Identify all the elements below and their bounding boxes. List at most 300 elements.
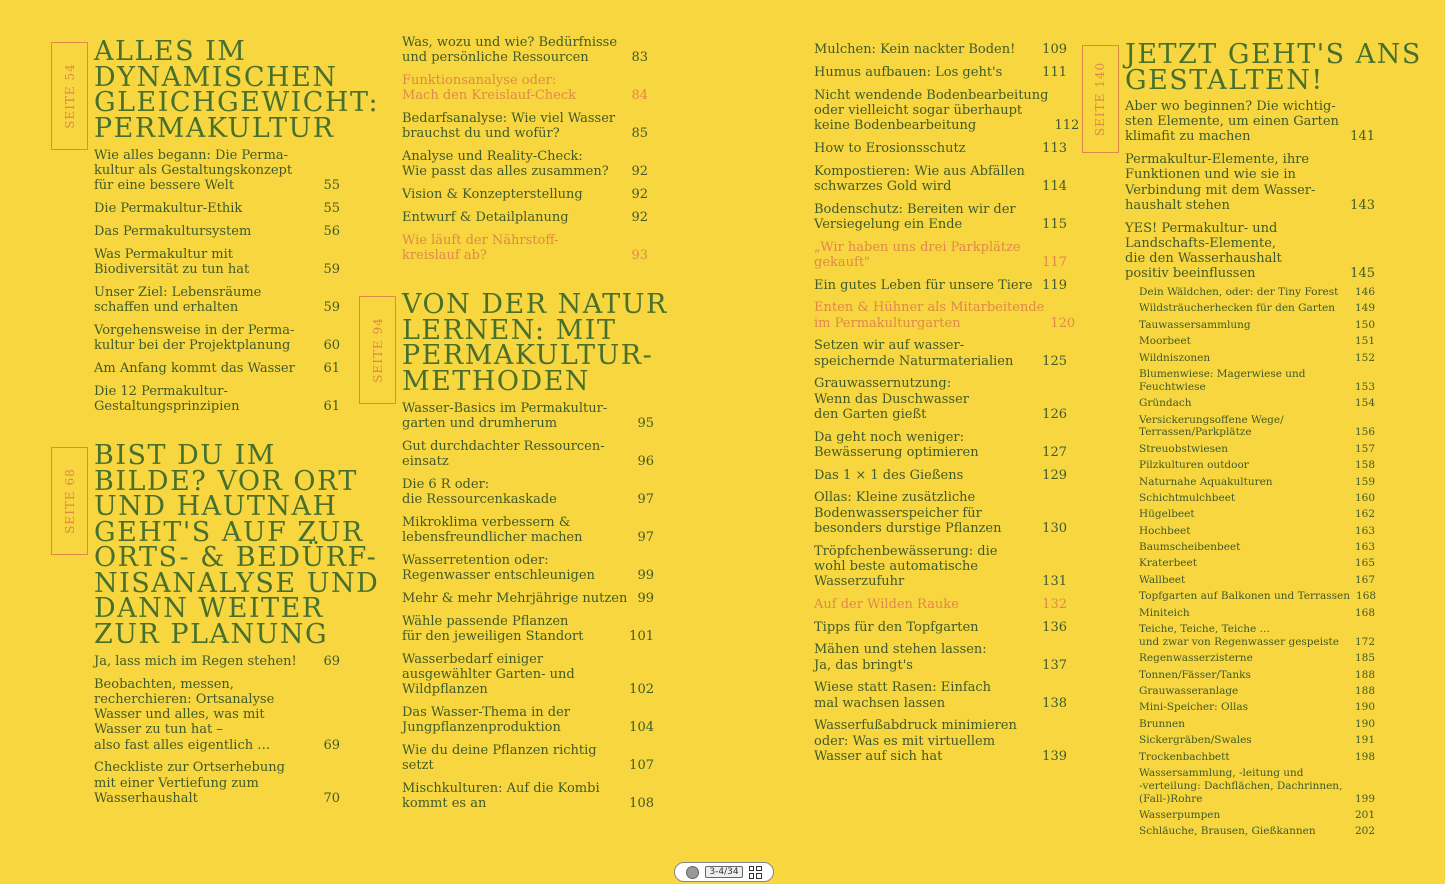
- toc-entry-line: Sickergräben/Swales: [1139, 734, 1252, 747]
- toc-entry-title: [94, 384, 239, 414]
- toc-entry[interactable]: [94, 760, 340, 806]
- toc-entry-line: Die 12 Permakultur-: [94, 383, 228, 399]
- toc-page-number: 185: [1354, 652, 1375, 665]
- toc-entry-line: Beobachten, messen,: [94, 676, 234, 692]
- toc-entry-line: Bodenwasserspeicher für: [814, 505, 982, 521]
- toc-page-number: 92: [631, 187, 648, 202]
- toc-subentry[interactable]: [1139, 767, 1375, 805]
- toc-entry-title: [814, 202, 1016, 232]
- toc-entry-title: [1139, 751, 1230, 764]
- toc-subentry[interactable]: [1139, 607, 1375, 620]
- toc-entry-line: Nicht wendende Bodenbearbeitung: [814, 87, 1049, 103]
- toc-entry[interactable]: [814, 642, 1067, 672]
- toc-page-number: 83: [631, 50, 648, 66]
- toc-entry-title: [1139, 525, 1191, 538]
- toc-page-number: 152: [1354, 351, 1375, 364]
- toc-entry-line: Analyse und Reality-Check:: [402, 149, 583, 164]
- toc-entry-line: sten Elemente, um einen Garten: [1125, 114, 1339, 130]
- toc-entry-title: [402, 35, 617, 65]
- toc-page-number: 202: [1354, 825, 1375, 838]
- toc-page-number: 156: [1354, 426, 1375, 439]
- toc-page-number: 201: [1354, 808, 1375, 821]
- page-counter: 3-4/34: [705, 866, 742, 878]
- toc-entry-title: [402, 781, 600, 811]
- toc-entry[interactable]: [94, 384, 340, 414]
- toc-page-number: 154: [1354, 397, 1375, 410]
- toc-entry[interactable]: [402, 111, 648, 141]
- heading-line: BIST DU IM: [94, 440, 276, 471]
- toc-entry-title: [1125, 99, 1339, 145]
- toc-page-number: 92: [631, 164, 648, 180]
- toc-page-number: 146: [1354, 286, 1375, 298]
- toc-subentry[interactable]: [1139, 302, 1375, 315]
- toc-entry-line: Da geht noch weniger:: [814, 429, 964, 445]
- toc-entry-line: Naturnahe Aquakulturen: [1139, 475, 1273, 488]
- toc-page-number: 127: [1042, 444, 1067, 460]
- toc-entry[interactable]: [814, 597, 1067, 612]
- toc-subentry[interactable]: [1139, 525, 1375, 538]
- toc-page-number: 56: [323, 224, 340, 239]
- toc-entry-line: Tonnen/Fässer/Tanks: [1139, 668, 1251, 681]
- toc-subentry[interactable]: [1139, 319, 1375, 332]
- toc-entry[interactable]: [814, 430, 1067, 460]
- toc-entry-title: [1139, 767, 1342, 805]
- toc-page-number: 149: [1354, 302, 1375, 315]
- toc-entry-line: Hügelbeet: [1139, 508, 1195, 521]
- toc-page-number: 168: [1354, 606, 1375, 619]
- toc-page-number: 114: [1042, 178, 1067, 194]
- toc-entry[interactable]: [94, 148, 340, 194]
- toc-entry-title: [1139, 368, 1306, 394]
- toc-entry-line: Ja, lass mich im Regen stehen!: [94, 654, 297, 669]
- toc-page-number: 93: [631, 247, 648, 263]
- toc-entry-title: [1139, 319, 1251, 332]
- toc-entry[interactable]: [94, 247, 340, 277]
- toc-page-number: 168: [1356, 590, 1377, 603]
- toc-entry-line: Wildsträucherhecken für den Garten: [1139, 302, 1336, 315]
- toc-entry-line: setzt: [402, 758, 434, 774]
- toc-entry[interactable]: [814, 65, 1067, 80]
- toc-entry-title: [814, 430, 979, 460]
- toc-entry-title: [814, 88, 1048, 134]
- toc-entry[interactable]: [402, 73, 648, 103]
- toc-entry[interactable]: [402, 149, 648, 179]
- audio-icon[interactable]: [686, 866, 699, 879]
- toc-page-number: 145: [1350, 266, 1375, 282]
- heading-line: UND HAUTNAH: [94, 491, 338, 522]
- toc-entry-title: [814, 680, 991, 710]
- toc-entry-line: schwarzes Gold wird: [814, 178, 952, 194]
- toc-list-section-140: [1125, 99, 1375, 289]
- toc-entry-title: [402, 111, 615, 141]
- toc-entry-line: Tröpfchenbewässerung: die: [814, 543, 998, 559]
- toc-subentry[interactable]: [1139, 751, 1375, 764]
- toc-entry-line: Wasser auf sich hat: [814, 748, 943, 764]
- toc-subentry[interactable]: [1139, 574, 1375, 587]
- toc-entry-title: [1139, 652, 1253, 665]
- toc-entry-line: Bewässerung optimieren: [814, 444, 979, 460]
- toc-list-section-94: [402, 401, 654, 819]
- toc-entry-title: [1139, 607, 1190, 620]
- toc-entry-line: Brunnen: [1139, 717, 1185, 730]
- toc-subentry[interactable]: [1139, 623, 1375, 649]
- toc-page-number: 191: [1354, 734, 1375, 747]
- toc-entry-line: Wasserzufuhr: [814, 574, 905, 589]
- toc-subentry[interactable]: [1139, 669, 1375, 682]
- toc-entry-title: [94, 224, 251, 239]
- toc-entry-line: keine Bodenbearbeitung: [814, 118, 977, 133]
- toc-entry-line: Wasser-Basics im Permakultur-: [402, 401, 608, 416]
- toc-entry[interactable]: [402, 187, 648, 202]
- toc-entry-title: [94, 654, 297, 669]
- toc-entry-line: Wie passt das alles zusammen?: [402, 164, 609, 180]
- toc-page-number: 162: [1354, 508, 1375, 521]
- toc-entry[interactable]: [1125, 99, 1375, 145]
- toc-list-column-3: [814, 42, 1080, 772]
- toc-subentry[interactable]: [1139, 557, 1375, 570]
- heading-line: DANN WEITER: [94, 593, 324, 624]
- toc-page-number: 150: [1354, 318, 1375, 331]
- toc-entry-line: oder: Was es mit virtuellem: [814, 733, 996, 749]
- toc-entry-line: Wie alles begann: Die Perma-: [94, 148, 288, 163]
- toc-subentry[interactable]: [1139, 443, 1375, 456]
- toc-entry-title: [94, 148, 292, 194]
- toc-entry-title: [814, 300, 1044, 330]
- toc-entry-line: Wasserpumpen: [1139, 808, 1221, 821]
- toc-entry[interactable]: [94, 323, 340, 353]
- toc-page-number: 131: [1042, 574, 1067, 589]
- toc-entry-title: [402, 187, 583, 202]
- toc-entry-line: Was Permakultur mit: [94, 246, 233, 262]
- toc-entry-line: „Wir haben uns drei Parkplätze: [814, 239, 1021, 255]
- toc-entry[interactable]: [402, 743, 654, 773]
- toc-page-number: 117: [1042, 254, 1067, 270]
- toc-entry-line: Setzen wir auf wasser-: [814, 338, 965, 354]
- toc-page-number: 104: [629, 720, 654, 736]
- toc-subentry[interactable]: [1139, 286, 1375, 299]
- toc-entry-title: [1139, 701, 1248, 714]
- toc-entry-line: für den jeweiligen Standort: [402, 629, 584, 644]
- heading-line: ALLES IM: [94, 36, 247, 67]
- toc-entry[interactable]: [94, 654, 340, 669]
- toc-entry-line: Versickerungsoffene Wege/: [1139, 413, 1284, 426]
- toc-entry[interactable]: [402, 439, 654, 469]
- toc-entry-title: [1139, 734, 1252, 747]
- toc-subentry[interactable]: [1139, 809, 1375, 822]
- toc-entry-line: Enten & Hühner als Mitarbeitende: [814, 300, 1045, 316]
- toc-entry[interactable]: [814, 338, 1067, 368]
- toc-subentry[interactable]: [1139, 335, 1375, 348]
- toc-page-number: 61: [323, 360, 340, 376]
- toc-entry[interactable]: [814, 87, 1080, 134]
- toc-entry-line: kreislauf ab?: [402, 247, 487, 263]
- toc-entry[interactable]: [94, 677, 340, 753]
- toc-entry[interactable]: [402, 515, 654, 545]
- toc-entry-line: Wassersammlung, -leitung und: [1139, 766, 1304, 779]
- heading-line: PERMAKULTUR-: [402, 340, 654, 371]
- toc-entry-title: [1139, 508, 1195, 521]
- toc-subentry[interactable]: [1139, 414, 1375, 440]
- toc-entry-line: Jungpflanzenproduktion: [402, 720, 561, 736]
- toc-entry[interactable]: [402, 35, 648, 65]
- toc-entry-line: klimafit zu machen: [1125, 129, 1251, 145]
- toc-entry[interactable]: [814, 468, 1067, 483]
- toc-page-number: 132: [1042, 596, 1067, 612]
- toc-entry-line: haushalt stehen: [1125, 197, 1230, 213]
- toc-entry-line: Wie läuft der Nährstoff-: [402, 232, 559, 248]
- toc-entry-title: [814, 164, 1025, 194]
- toc-entry[interactable]: [814, 718, 1067, 764]
- toc-entry-line: Grauwasseranlage: [1139, 684, 1239, 697]
- toc-entry-line: Funktionsanalyse oder:: [402, 73, 557, 88]
- toc-page-number: 59: [323, 300, 340, 315]
- toc-entry-line: Gut durchdachter Ressourcen-: [402, 439, 605, 454]
- toc-entry-line: Vorgehensweise in der Perma-: [94, 322, 295, 338]
- toc-entry[interactable]: [814, 164, 1067, 194]
- toc-subentry[interactable]: [1139, 541, 1375, 554]
- toc-entry-line: Funktionen und wie sie in: [1125, 167, 1296, 183]
- toc-entry-line: How to Erosionsschutz: [814, 140, 966, 156]
- toc-entry-line: Vision & Konzepterstellung: [402, 187, 583, 202]
- toc-page-number: 126: [1042, 406, 1067, 422]
- toc-entry-title: [1139, 414, 1284, 440]
- section-heading-gestalten: [1125, 39, 1422, 96]
- toc-page-number: 112: [1054, 118, 1080, 133]
- toc-entry[interactable]: [814, 620, 1067, 635]
- toc-page-number: 99: [637, 568, 654, 584]
- toc-entry-line: Kompostieren: Wie aus Abfällen: [814, 163, 1025, 179]
- heading-line: NISANALYSE UND: [94, 567, 380, 599]
- toc-entry[interactable]: [814, 376, 1067, 422]
- toc-entry-line: Das Permakultursystem: [94, 224, 252, 239]
- toc-entry[interactable]: [814, 202, 1067, 232]
- toc-page-number: 163: [1354, 541, 1375, 554]
- toc-entry-title: [402, 553, 595, 583]
- toc-entry[interactable]: [94, 285, 340, 315]
- toc-entry-line: für eine bessere Welt: [94, 178, 235, 194]
- toc-page-number: 198: [1354, 750, 1375, 763]
- toc-page-number: 120: [1050, 315, 1076, 331]
- toc-page-number: 55: [323, 178, 340, 194]
- toc-entry-title: [402, 149, 609, 179]
- toc-entry[interactable]: [402, 210, 648, 225]
- toc-entry[interactable]: [814, 544, 1067, 590]
- toc-entry-line: positiv beeinflussen: [1125, 266, 1256, 282]
- heading-line: LERNEN: MIT: [402, 314, 617, 346]
- toc-entry-line: Das Wasser-Thema in der: [402, 705, 570, 720]
- section-tab-seite-140: SEITE 140: [1082, 45, 1119, 153]
- toc-entry-title: [1139, 718, 1185, 731]
- toc-subentry[interactable]: [1139, 825, 1375, 838]
- toc-entry[interactable]: [94, 361, 340, 376]
- toc-entry-line: die den Wasserhaushalt: [1125, 251, 1282, 267]
- toc-entry[interactable]: [402, 553, 654, 583]
- toc-entry-line: kultur bei der Projektplanung: [94, 338, 291, 353]
- toc-entry-line: also fast alles eigentlich …: [94, 737, 271, 753]
- toc-entry-line: Versiegelung ein Ende: [814, 216, 963, 232]
- heading-line: ZUR PLANUNG: [94, 618, 329, 650]
- grid-view-icon[interactable]: [749, 866, 762, 879]
- toc-entry-line: -verteilung: Dachflächen, Dachrinnen,: [1139, 779, 1343, 792]
- toc-subentry[interactable]: [1139, 459, 1375, 472]
- toc-entry-title: [402, 705, 570, 735]
- toc-entry-title: [1139, 623, 1339, 649]
- toc-entry-title: [94, 677, 274, 753]
- toc-entry[interactable]: [402, 401, 654, 431]
- toc-entry-title: [1139, 574, 1185, 587]
- toc-page-number: 167: [1354, 573, 1375, 586]
- toc-entry-line: oder vielleicht sogar überhaupt: [814, 102, 1023, 118]
- toc-entry-line: Wasserretention oder:: [402, 553, 549, 568]
- toc-subentry[interactable]: [1139, 734, 1375, 747]
- toc-entry-title: [1125, 221, 1282, 282]
- section-heading-orts-analyse: [94, 440, 380, 650]
- toc-entry-line: Checkliste zur Ortserhebung: [94, 760, 285, 776]
- toc-entry[interactable]: [402, 614, 654, 644]
- toc-page-number: 59: [323, 262, 340, 277]
- toc-entry-title: [1139, 809, 1220, 822]
- toc-page-number: 96: [637, 454, 654, 470]
- toc-entry-title: [814, 597, 959, 612]
- toc-entry-title: [1139, 443, 1228, 456]
- toc-entry-line: Ja, das bringt's: [814, 657, 913, 673]
- toc-page-number: 165: [1354, 557, 1375, 570]
- toc-page-number: 70: [323, 790, 340, 806]
- toc-page-number: 160: [1354, 491, 1375, 504]
- toc-entry-line: Mach den Kreislauf-Check: [402, 88, 577, 104]
- toc-entry-line: Gründach: [1139, 397, 1192, 410]
- toc-entry[interactable]: [1125, 221, 1375, 282]
- toc-entry-line: lebensfreundlicher machen: [402, 530, 583, 546]
- toc-entry-line: schaffen und erhalten: [94, 300, 239, 315]
- toc-entry-title: [1139, 590, 1350, 603]
- toc-entry-title: [814, 141, 966, 156]
- toc-page-number: 163: [1354, 524, 1375, 537]
- toc-entry-title: [1139, 492, 1235, 505]
- toc-subentry[interactable]: [1139, 397, 1375, 410]
- toc-entry-line: Bedarfsanalyse: Wie viel Wasser: [402, 111, 616, 126]
- toc-entry-line: Wildpflanzen: [402, 682, 488, 698]
- toc-entry-title: [814, 278, 1033, 293]
- toc-entry-line: YES! Permakultur- und: [1125, 220, 1278, 236]
- toc-entry-title: [1139, 685, 1238, 698]
- toc-entry-title: [1139, 825, 1316, 838]
- toc-subentry[interactable]: [1139, 701, 1375, 714]
- toc-entry-line: garten und drumherum: [402, 416, 558, 432]
- toc-entry-line: Mehr & mehr Mehrjährige nutzen: [402, 591, 628, 606]
- toc-entry-line: speichernde Naturmaterialien: [814, 353, 1014, 369]
- toc-entry-line: Baumscheibenbeet: [1139, 541, 1241, 554]
- toc-entry-line: Gestaltungsprinzipien: [94, 398, 240, 414]
- toc-entry-line: Wiese statt Rasen: Einfach: [814, 680, 992, 696]
- toc-entry[interactable]: [402, 233, 648, 263]
- toc-entry[interactable]: [402, 591, 654, 606]
- toc-entry-line: Wähle passende Pflanzen: [402, 613, 569, 629]
- toc-entry[interactable]: [94, 201, 340, 216]
- toc-subentry[interactable]: [1139, 492, 1375, 505]
- page-navigator[interactable]: [674, 862, 774, 882]
- toc-entry-line: Regenwasser entschleunigen: [402, 568, 595, 584]
- toc-entry-title: [814, 642, 987, 672]
- toc-entry-line: recherchieren: Ortsanalyse: [94, 692, 275, 707]
- toc-entry[interactable]: [814, 300, 1076, 331]
- toc-entry-title: [402, 515, 583, 545]
- toc-subentry[interactable]: [1139, 352, 1375, 365]
- toc-entry-line: Schichtmulchbeet: [1139, 491, 1236, 504]
- toc-entry-line: Tauwassersammlung: [1139, 318, 1251, 331]
- toc-entry-line: (Fall-)Rohre: [1139, 792, 1203, 805]
- toc-page-number: 55: [323, 201, 340, 217]
- toc-page-number: 157: [1354, 442, 1375, 455]
- toc-entry-line: Hochbeet: [1139, 524, 1191, 537]
- toc-page-number: 111: [1042, 64, 1067, 80]
- toc-entry-line: Bodenschutz: Bereiten wir der: [814, 201, 1016, 217]
- toc-subentry[interactable]: [1139, 685, 1375, 698]
- toc-entry[interactable]: [94, 224, 340, 239]
- toc-entry-line: Wallbeet: [1139, 573, 1186, 586]
- toc-entry-line: Wie du deine Pflanzen richtig: [402, 743, 597, 758]
- toc-entry[interactable]: [1125, 152, 1375, 213]
- toc-entry[interactable]: [402, 652, 654, 698]
- toc-entry[interactable]: [402, 781, 654, 811]
- toc-subentry[interactable]: [1139, 368, 1375, 394]
- toc-entry[interactable]: [814, 42, 1067, 57]
- toc-entry-line: Entwurf & Detailplanung: [402, 209, 569, 225]
- toc-entry-line: Kraterbeet: [1139, 557, 1197, 570]
- toc-entry[interactable]: [814, 141, 1067, 156]
- toc-entry[interactable]: [402, 705, 654, 735]
- toc-entry-title: [94, 247, 249, 277]
- toc-entry-title: [94, 760, 285, 806]
- toc-page-number: 97: [637, 492, 654, 508]
- toc-entry-title: [94, 201, 242, 216]
- toc-entry-title: [94, 323, 294, 353]
- toc-entry-line: und zwar von Regenwasser gespeiste: [1139, 635, 1339, 648]
- toc-entry-title: [1139, 335, 1191, 348]
- toc-entry[interactable]: [814, 490, 1067, 536]
- toc-entry-line: Die Permakultur-Ethik: [94, 201, 243, 217]
- toc-entry-title: [402, 591, 627, 606]
- toc-page-number: 139: [1042, 748, 1067, 764]
- toc-entry-title: [402, 210, 569, 225]
- toc-page-number: 172: [1354, 635, 1375, 648]
- toc-entry-line: Feuchtwiese: [1139, 380, 1206, 393]
- toc-entry-line: brauchst du und wofür?: [402, 126, 560, 142]
- toc-entry-title: [814, 42, 1015, 57]
- toc-entry-title: [402, 477, 557, 507]
- heading-line: GESTALTEN!: [1125, 64, 1324, 96]
- toc-entry-line: Landschafts-Elemente,: [1125, 235, 1277, 251]
- toc-entry[interactable]: [814, 278, 1067, 293]
- toc-subentry[interactable]: [1139, 508, 1375, 521]
- toc-page-number: 60: [323, 338, 340, 353]
- toc-entry[interactable]: [814, 680, 1067, 710]
- toc-entry[interactable]: [402, 477, 654, 507]
- toc-entry-title: [814, 240, 1021, 270]
- toc-page-number: 125: [1042, 353, 1067, 369]
- section-heading-permakultur: [94, 36, 380, 144]
- toc-subentry[interactable]: [1139, 476, 1375, 489]
- toc-entry[interactable]: [814, 240, 1067, 270]
- toc-entry-line: die Ressourcenkaskade: [402, 492, 557, 508]
- toc-list-section-68: [94, 654, 340, 814]
- toc-entry-line: Topfgarten auf Balkonen und Terrassen: [1139, 590, 1351, 603]
- toc-entry-title: [1125, 152, 1315, 213]
- toc-page-number: 115: [1042, 216, 1067, 232]
- toc-subentry[interactable]: [1139, 718, 1375, 731]
- toc-subentry[interactable]: [1139, 590, 1375, 603]
- toc-subentry[interactable]: [1139, 652, 1375, 665]
